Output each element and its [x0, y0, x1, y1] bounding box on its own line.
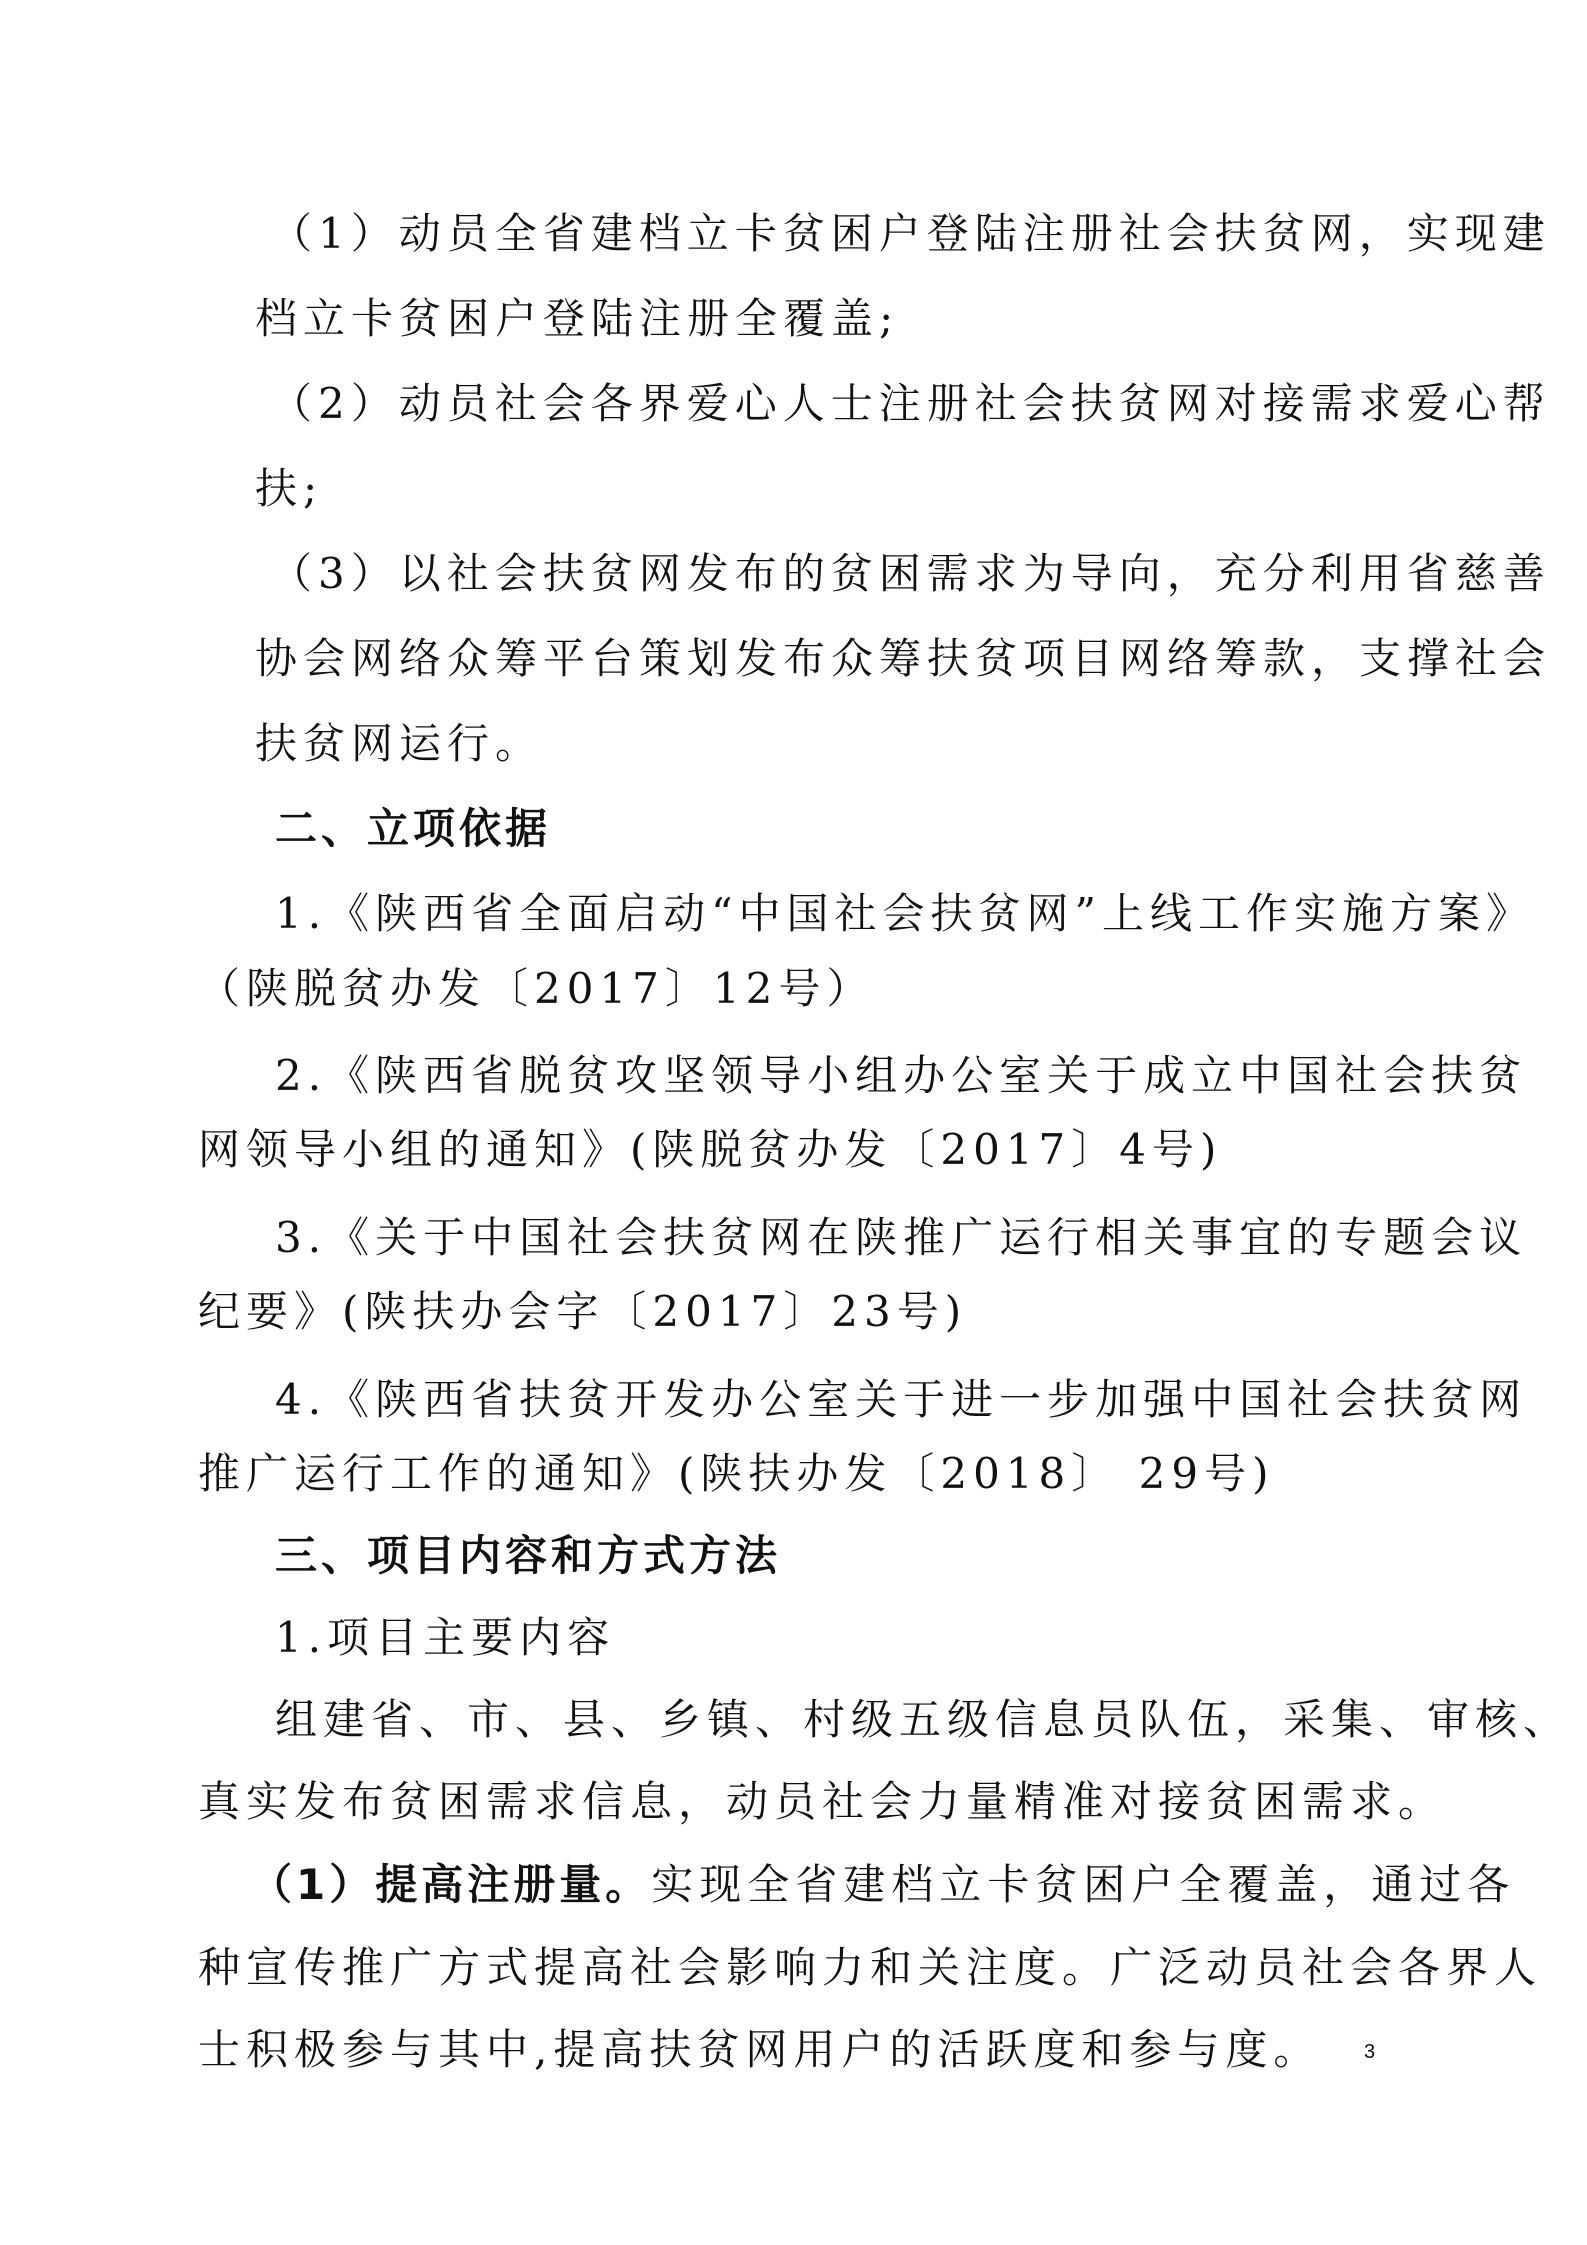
reference-item-continuation: （陕脱贫办发〔2017〕12号）: [198, 964, 875, 1013]
paragraph-line: 档立卡贫困户登陆注册全覆盖;: [255, 294, 900, 343]
paragraph-line: [250, 1857, 1515, 1913]
paragraph-line: 真实发布贫困需求信息，动员社会力量精准对接贫困需求。: [198, 1777, 1447, 1826]
paragraph-line: 士积极参与其中,提高扶贫网用户的活跃度和参与度。: [198, 2025, 1322, 2074]
section-heading: 二、立项依据: [275, 804, 552, 853]
page-number: 3: [1364, 2041, 1376, 2063]
reference-item: 3.《关于中国社会扶贫网在陕推广运行相关事宜的专题会议: [275, 1213, 1528, 1262]
reference-item-continuation: 网领导小组的通知》(陕脱贫办发〔2017〕4号): [198, 1125, 1223, 1174]
paragraph-line: 组建省、市、县、乡镇、村级五级信息员队伍，采集、审核、: [275, 1695, 1572, 1744]
bold-lead-in: （1）提高注册量。: [250, 1860, 652, 1909]
paragraph-line: （3）以社会扶贫网发布的贫困需求为导向，充分利用省慈善: [270, 549, 1551, 598]
section-heading: 三、项目内容和方式方法: [275, 1531, 782, 1580]
paragraph-text: 实现全省建档立卡贫困户全覆盖，通过各: [651, 1860, 1516, 1909]
reference-item-continuation: 推广运行工作的通知》(陕扶办发〔2018〕 29号): [198, 1449, 1275, 1498]
paragraph-line: 扶;: [255, 464, 324, 513]
reference-item: 4.《陕西省扶贫开发办公室关于进一步加强中国社会扶贫网: [275, 1375, 1528, 1424]
reference-item: 2.《陕西省脱贫攻坚领导小组办公室关于成立中国社会扶贫: [275, 1051, 1528, 1100]
paragraph-line: 协会网络众筹平台策划发布众筹扶贫项目网络筹款，支撑社会: [255, 634, 1552, 683]
reference-item: 1.《陕西省全面启动“中国社会扶贫网”上线工作实施方案》: [275, 889, 1535, 938]
paragraph-line: （2）动员社会各界爱心人士注册社会扶贫网对接需求爱心帮: [270, 379, 1551, 428]
reference-item-continuation: 纪要》(陕扶办会字〔2017〕23号): [198, 1287, 968, 1336]
paragraph-line: 种宣传推广方式提高社会影响力和关注度。广泛动员社会各界人: [198, 1943, 1543, 1992]
subsection-heading: 1.项目主要内容: [275, 1613, 616, 1662]
paragraph-line: （1）动员全省建档立卡贫困户登陆注册社会扶贫网，实现建: [270, 209, 1551, 258]
paragraph-line: 扶贫网运行。: [255, 719, 544, 768]
